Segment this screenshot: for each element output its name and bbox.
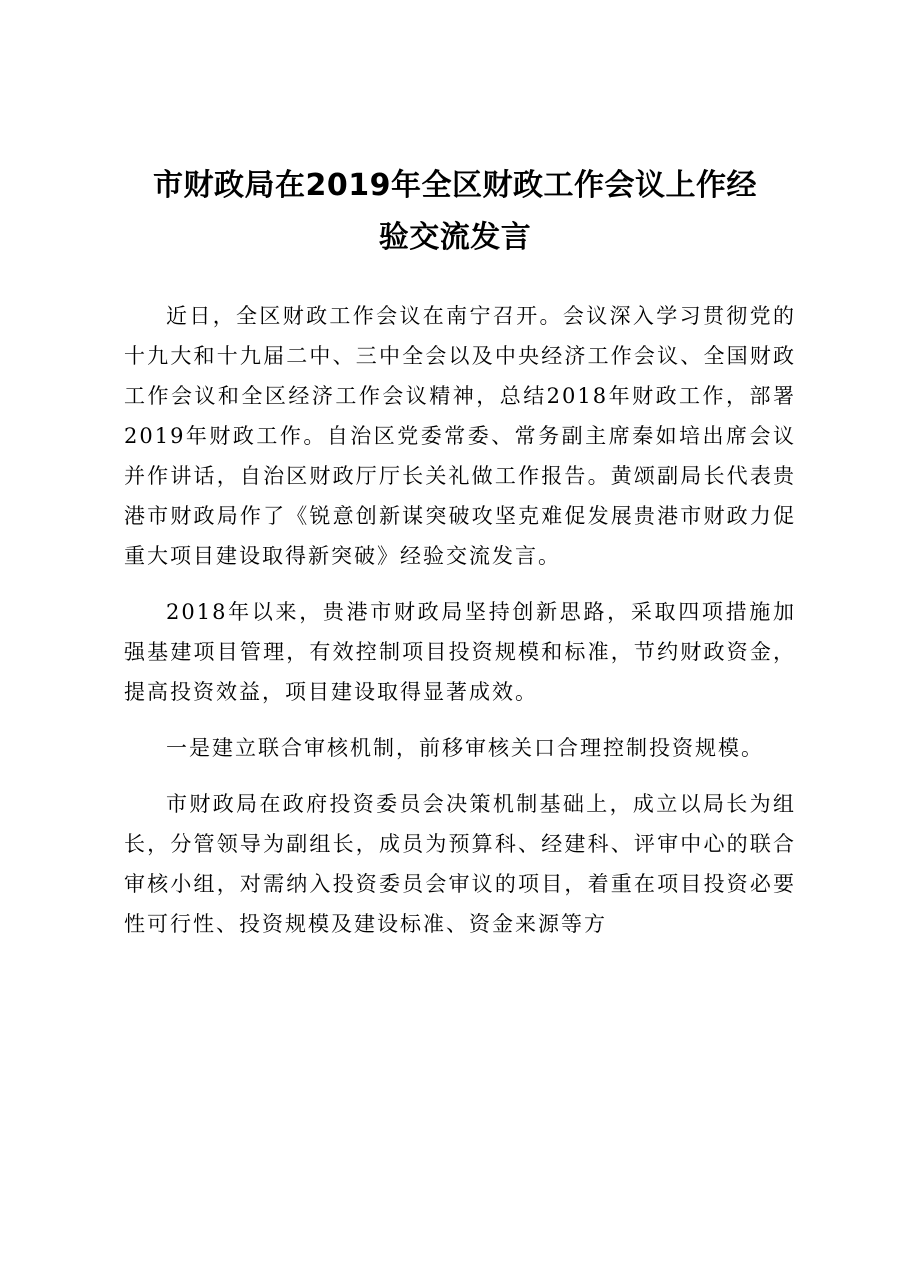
paragraph-overview: 2018年以来，贵港市财政局坚持创新思路，采取四项措施加强基建项目管理，有效控制项目投资规模和标准，节约财政资金，提高投资效益，项目建设取得显著成效。 [124,600,796,704]
document-body [124,296,796,944]
paragraph-intro: 近日，全区财政工作会议在南宁召开。会议深入学习贯彻党的十九大和十九届二中、三中全会以及中央经济工作会议、全国财政工作会议和全区经济工作会议精神，总结2018年财政工作，部署2019年财政工作。自治区党委常委、常务副主席秦如培出席会议并作讲话，自治区财政厅厅长关礼做工作报告。黄颂副局长代表贵港市财政局作了《锐意创新谋突破攻坚克难促发展贵港市财政力促重大项目建设取得新突破》经验交流发言。 [124,304,796,568]
title-line-2: 验交流发言 [378,220,532,255]
title-line-1: 市财政局在2019年全区财政工作会议上作经 [153,168,757,203]
paragraph-measure-1-detail: 市财政局在政府投资委员会决策机制基础上，成立以局长为组长，分管领导为副组长，成员为预算科、经建科、评审中心的联合审核小组，对需纳入投资委员会审议的项目，着重在项目投资必要性可行性、投资规模及建设标准、资金来源等方 [124,792,796,936]
paragraph-measure-1-heading: 一是建立联合审核机制，前移审核关口合理控制投资规模。 [166,736,764,760]
document-title [120,160,790,264]
